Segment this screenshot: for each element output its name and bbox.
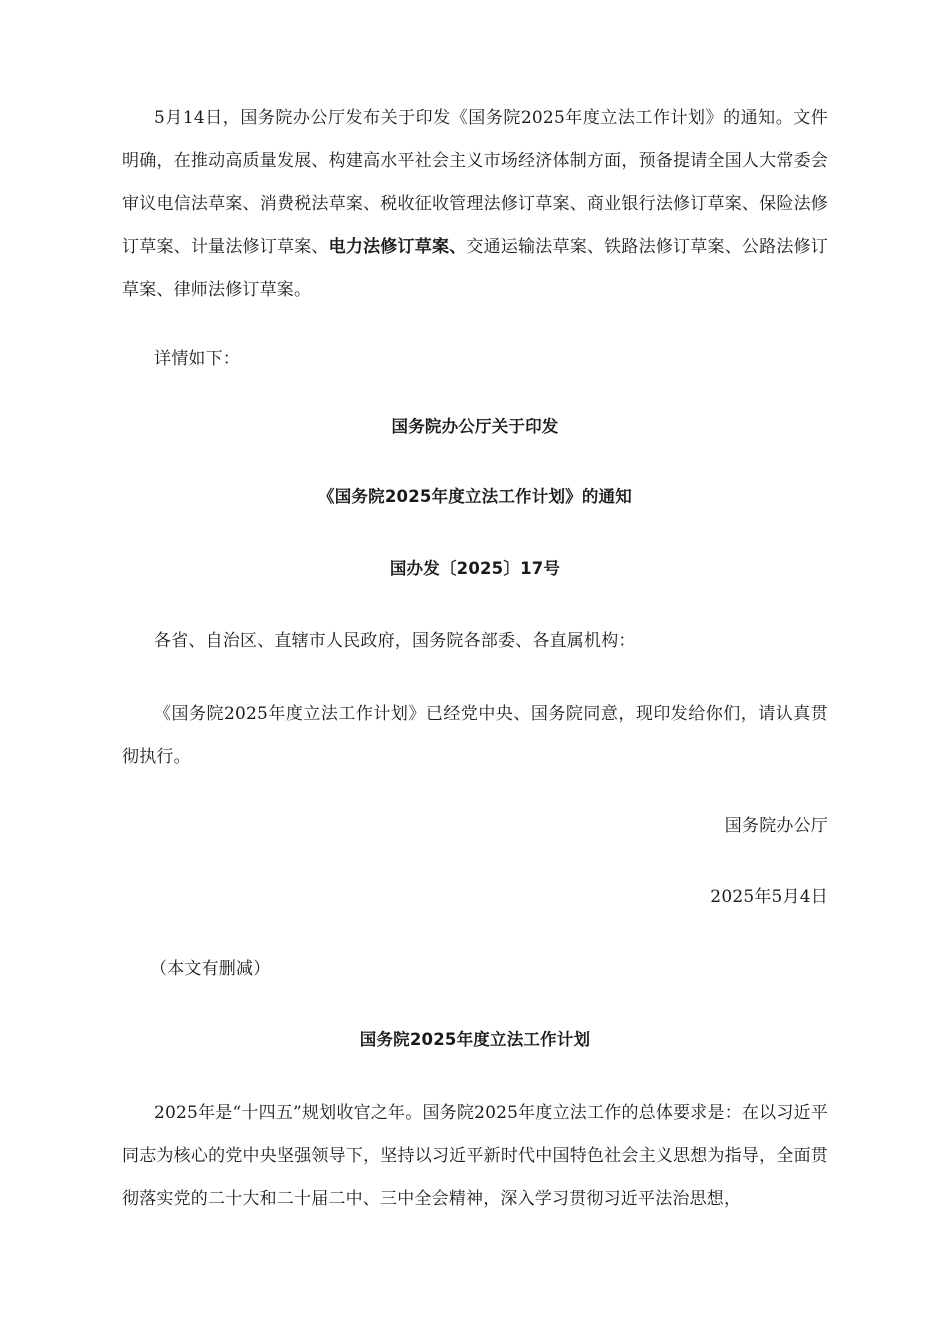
intro-text-part2: 交通运输法草案、铁路法修订草案、公路法修订草案、律师法修订草案。: [122, 237, 828, 300]
intro-text-bold: 电力法修订草案、: [328, 237, 467, 257]
notice-body: 《国务院2025年度立法工作计划》已经党中央、国务院同意，现印发给你们，请认真贯彻执行。: [122, 704, 828, 767]
notice-title-line2: 《国务院2025年度立法工作计划》的通知: [318, 487, 632, 506]
plan-paragraph: 2025年是“十四五”规划收官之年。国务院2025年度立法工作的总体要求是：在以习近平同志为核心的党中央坚强领导下，坚持以习近平新时代中国特色社会主义思想为指导，全面贯彻落实党的二十大和二十届二中、三中全会精神，深入学习贯彻习近平法治思想，: [122, 1103, 828, 1209]
abridged-note: （本文有删减）: [150, 959, 271, 979]
notice-title-line1: 国务院办公厅关于印发: [391, 417, 559, 436]
intro-text-part1: 5月14日，国务院办公厅发布关于印发《国务院2025年度立法工作计划》的通知。文件明确，在推动高质量发展、构建高水平社会主义市场经济体制方面，预备提请全国人大常委会审议电信法草案、消费税法草案、税收征收管理法修订草案、商业银行法修订草案、保险法修订草案、计量法修订草案、: [122, 108, 828, 257]
notice-doc-number: 国办发〔2025〕17号: [389, 559, 561, 578]
intro-paragraph: [122, 97, 828, 312]
notice-date: 2025年5月4日: [710, 887, 828, 907]
details-label: 详情如下：: [154, 349, 240, 369]
notice-addressee: 各省、自治区、直辖市人民政府，国务院各部委、各直属机构：: [154, 631, 636, 651]
plan-title: 国务院2025年度立法工作计划: [359, 1030, 591, 1049]
notice-signer: 国务院办公厅: [724, 816, 828, 836]
